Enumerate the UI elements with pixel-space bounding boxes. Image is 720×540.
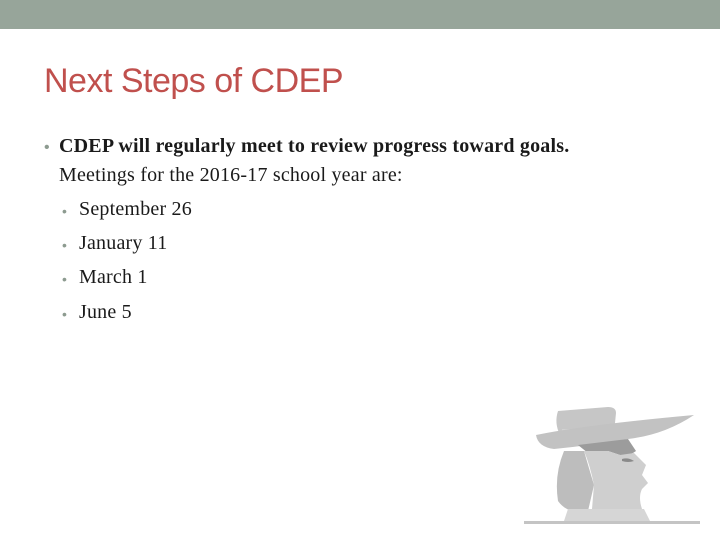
sub-bullet-dot: •: [62, 203, 67, 219]
meeting-date-item: March 1: [79, 266, 148, 288]
sub-bullet-dot: •: [62, 306, 67, 322]
meeting-date-item: September 26: [79, 198, 192, 220]
pilgrim-hat-logo-icon: [524, 405, 700, 527]
sub-bullet-dot: •: [62, 237, 67, 253]
sub-bullet-dot: •: [62, 271, 67, 287]
slide-title: Next Steps of CDEP: [44, 62, 344, 100]
bullet-text-main: CDEP will regularly meet to review progress toward goals.: [59, 135, 570, 157]
bullet-text-continuation: Meetings for the 2016-17 school year are:: [59, 164, 403, 186]
meeting-date-item: June 5: [79, 301, 132, 323]
meeting-date-item: January 11: [79, 232, 168, 254]
top-accent-bar: [0, 0, 720, 29]
bullet-dot: •: [44, 139, 50, 156]
